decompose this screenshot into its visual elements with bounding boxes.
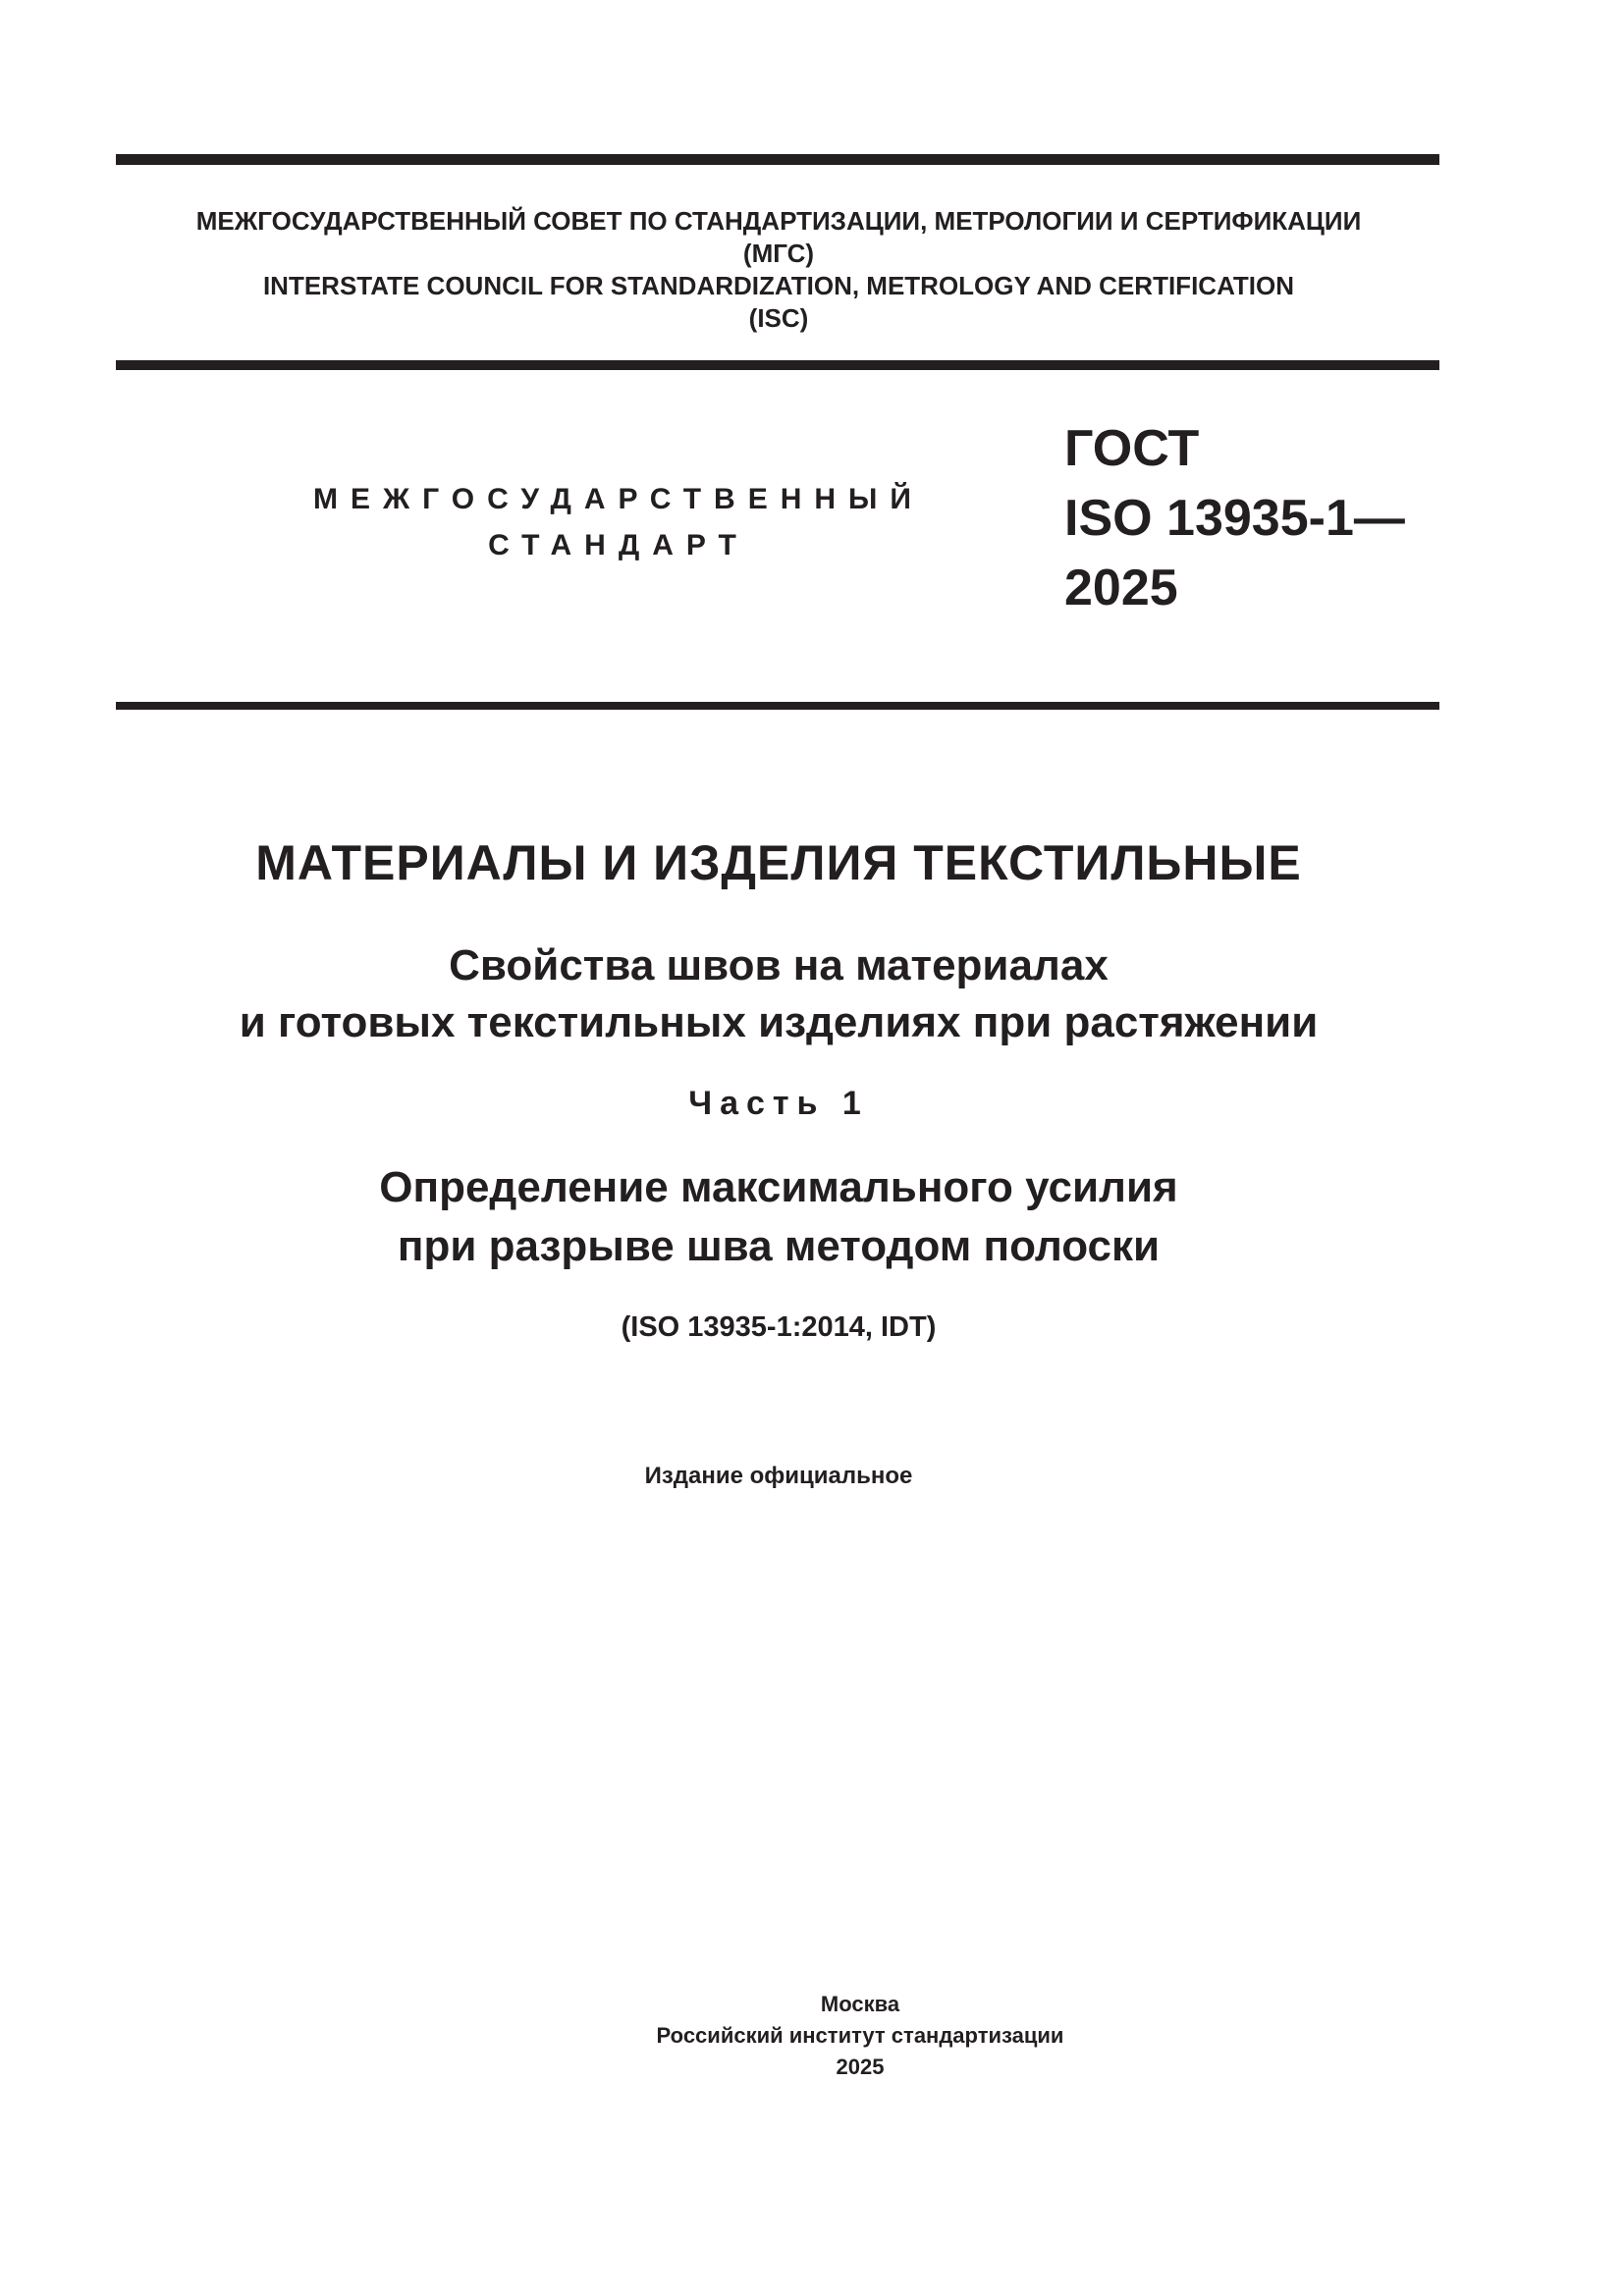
subtitle-line2: и готовых текстильных изделиях при растяжении [239, 998, 1319, 1046]
title-rule [116, 702, 1439, 710]
publisher-year: 2025 [836, 2055, 885, 2079]
part-title [0, 1158, 1557, 1276]
standard-type-line1: МЕЖГОСУДАРСТВЕННЫЙ [313, 483, 924, 515]
part-title-line1: Определение максимального усилия [379, 1163, 1178, 1211]
publisher-block [81, 1989, 1624, 2083]
council-header [0, 205, 1557, 335]
council-name-en: INTERSTATE COUNCIL FOR STANDARDIZATION, METROLOGY AND CERTIFICATION [262, 271, 1295, 300]
part-number: Часть 1 [688, 1085, 869, 1122]
iso-reference: (ISO 13935-1:2014, IDT) [621, 1311, 937, 1343]
designation-line2: ISO 13935-1— [1064, 490, 1405, 547]
header-rule [116, 360, 1439, 370]
edition-label: Издание официальное [644, 1463, 913, 1489]
publisher-name: Российский институт стандартизации [656, 2023, 1064, 2048]
council-name-ru: МЕЖГОСУДАРСТВЕННЫЙ СОВЕТ ПО СТАНДАРТИЗАЦИИ, МЕТРОЛОГИИ И СЕРТИФИКАЦИИ [195, 206, 1362, 236]
standard-designation [1064, 414, 1405, 623]
designation-line1: ГОСТ [1064, 420, 1200, 477]
council-abbr-ru: (МГС) [742, 239, 815, 268]
publisher-city: Москва [820, 1992, 900, 2016]
standard-type [295, 476, 943, 568]
council-abbr-en: (ISC) [748, 303, 809, 333]
subtitle [0, 937, 1557, 1051]
subtitle-line1: Свойства швов на материалах [449, 941, 1109, 989]
top-rule [116, 154, 1439, 165]
designation-line3: 2025 [1064, 560, 1178, 616]
part-title-line2: при разрыве шва методом полоски [397, 1222, 1161, 1270]
main-title: МАТЕРИАЛЫ И ИЗДЕЛИЯ ТЕКСТИЛЬНЫЕ [255, 835, 1302, 890]
standard-type-line2: СТАНДАРТ [488, 529, 749, 561]
